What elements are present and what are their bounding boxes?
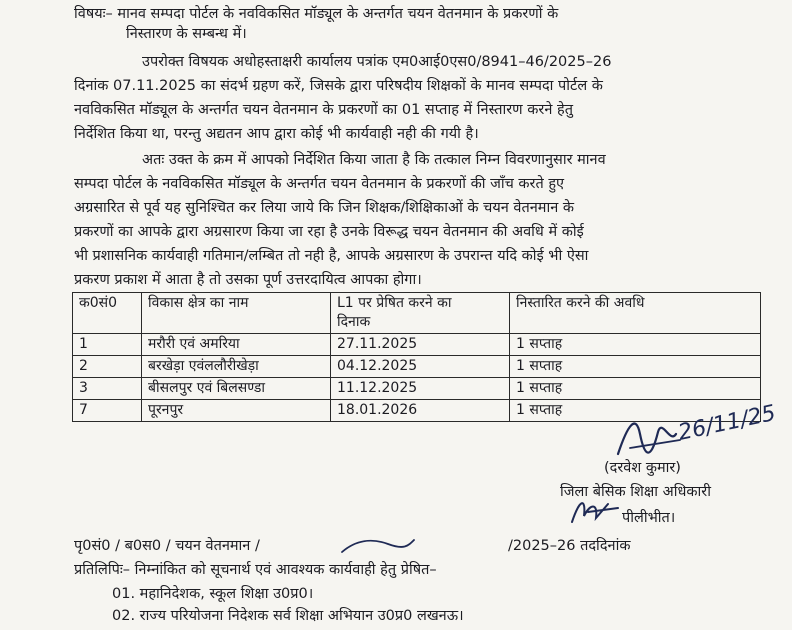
para2-line: प्रकरणों का आपके द्वारा अग्रसारण किया जा रहा है उनके विरूद्ध चयन वेतनमान की अवधि में कोई bbox=[74, 224, 584, 240]
para1-line: उपरोक्त विषयक अधोहस्ताक्षरी कार्यालय पत्रांक एम0आई0एस0/8941–46/2025–26 bbox=[142, 54, 612, 70]
cell-period: 1 सप्ताह bbox=[510, 356, 761, 378]
officer-designation: जिला बेसिक शिक्षा अधिकारी bbox=[560, 484, 711, 500]
col-header-block: विकास क्षेत्र का नाम bbox=[142, 293, 331, 334]
initials-scrawl bbox=[566, 494, 626, 528]
cell-date: 27.11.2025 bbox=[331, 334, 510, 356]
subject-line-continued: निस्तारण के सम्बन्ध में। bbox=[126, 26, 247, 42]
cell-period: 1 सप्ताह bbox=[510, 378, 761, 400]
cell-sno: 2 bbox=[73, 356, 142, 378]
col-header-date-line1: L1 पर प्रेषित करने का bbox=[337, 295, 452, 311]
cell-block: बीसलपुर एवं बिलसण्डा bbox=[142, 378, 331, 400]
para2-line: अग्रसारित से पूर्व यह सुनिश्चित कर लिया जाये कि जिन शिक्षक/शिक्षिकाओं के चयन वेतनमान के bbox=[74, 200, 574, 216]
cell-block: बरखेड़ा एवंललौरीखेड़ा bbox=[142, 356, 331, 378]
para2-line: भी प्रशासनिक कार्यवाही गतिमान/लम्बित तो नही है, आपके अग्रसारण के उपरान्त यदि कोई भी ऐसा bbox=[74, 248, 589, 264]
para2-line: सम्पदा पोर्टल के नवविकसित मॉड्यूल के अन्तर्गत चयन वेतनमान के प्रकरणों की जाँच करते हुए bbox=[74, 176, 565, 192]
cell-period: 1 सप्ताह bbox=[510, 334, 761, 356]
reference-scrawl bbox=[338, 534, 418, 558]
para1-line: नवविकसित मॉड्यूल के अन्तर्गत चयन वेतनमान के प्रकरणों का 01 सप्ताह में निस्तारण करने हेतु bbox=[74, 102, 573, 118]
cell-block: पूरनपुर bbox=[142, 400, 331, 422]
table-row bbox=[73, 378, 761, 400]
cell-sno: 1 bbox=[73, 334, 142, 356]
subject-line: विषयः– मानव सम्पदा पोर्टल के नवविकसित मॉड्यूल के अन्तर्गत चयन वेतनमान के प्रकरणों के bbox=[74, 6, 559, 22]
para1-line: दिनांक 07.11.2025 का संदर्भ ग्रहण करें, जिसके द्वारा परिषदीय शिक्षकों के मानव सम्पदा पोर्टल के bbox=[74, 78, 603, 94]
copy-to-item: 01. महानिदेशक, स्कूल शिक्षा उ0प्र0। bbox=[112, 586, 314, 602]
copy-to-item: 02. राज्य परियोजना निदेशक सर्व शिक्षा अभियान उ0प्र0 लखनऊ। bbox=[112, 608, 464, 624]
para2-line: प्रकरण प्रकाश में आता है तो उसका पूर्ण उत्तरदायित्व आपका होगा। bbox=[74, 272, 422, 288]
cell-date: 11.12.2025 bbox=[331, 378, 510, 400]
cell-sno: 3 bbox=[73, 378, 142, 400]
col-header-sno: क0सं0 bbox=[73, 293, 142, 334]
para1-line: निर्देशित किया था, परन्तु अद्यतन आप द्वारा कोई भी कार्यवाही नही की गयी है। bbox=[74, 126, 479, 142]
copy-to-line: प्रतिलिपिः– निम्नांकित को सूचनार्थ एवं आवश्यक कार्यवाही हेतु प्रेषित– bbox=[74, 562, 437, 578]
cell-date: 04.12.2025 bbox=[331, 356, 510, 378]
col-header-date-line2: दिनाक bbox=[337, 314, 371, 330]
table-row bbox=[73, 334, 761, 356]
reference-number-left: पृ0सं0 / ब0स0 / चयन वेतनमान / bbox=[74, 538, 260, 554]
table-header-row bbox=[73, 293, 761, 334]
cell-period: 1 सप्ताह bbox=[510, 400, 761, 422]
signature-date-scrawl: 26/11/25 bbox=[676, 400, 778, 446]
cell-date: 18.01.2026 bbox=[331, 400, 510, 422]
cell-sno: 7 bbox=[73, 400, 142, 422]
officer-name: (दरवेश कुमार) bbox=[604, 460, 681, 476]
cell-block: मरौरी एवं अमरिया bbox=[142, 334, 331, 356]
schedule-table bbox=[72, 292, 761, 422]
col-header-period: निस्तारित करने की अवधि bbox=[510, 293, 761, 334]
para2-line: अतः उक्त के क्रम में आपको निर्देशित किया जाता है कि तत्काल निम्न विवरणानुसार मानव bbox=[142, 152, 606, 168]
reference-number-right: /2025–26 तददिनांक bbox=[508, 538, 631, 554]
col-header-date bbox=[331, 293, 510, 334]
office-place: पीलीभीत। bbox=[622, 510, 676, 526]
table-row bbox=[73, 356, 761, 378]
